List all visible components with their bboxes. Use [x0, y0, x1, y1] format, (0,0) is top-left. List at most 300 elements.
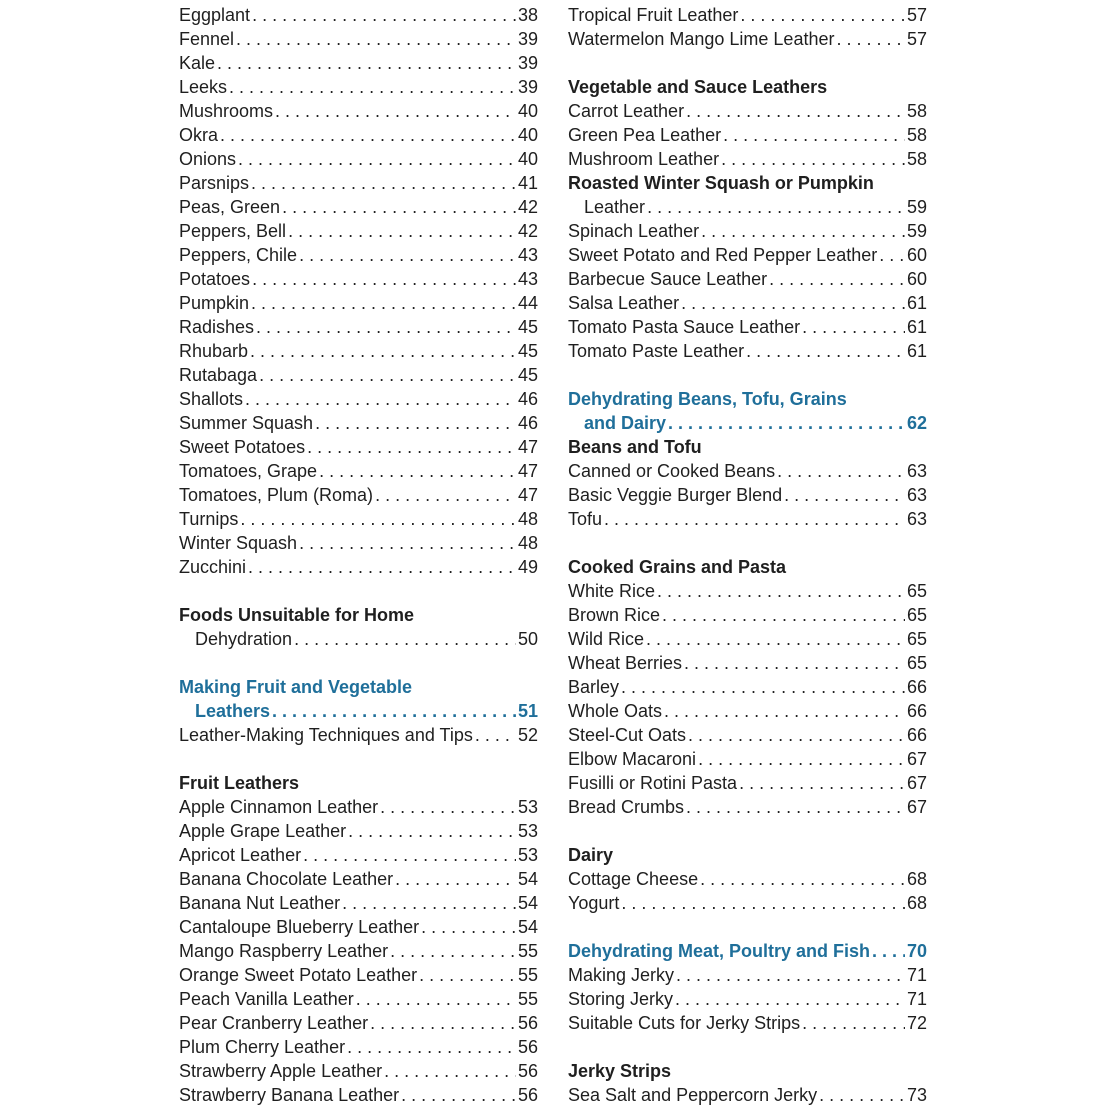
- dot-leader: [236, 27, 516, 51]
- dot-leader: [299, 243, 516, 267]
- toc-page-number: 47: [517, 485, 538, 505]
- spacer: [179, 747, 538, 771]
- toc-page-number: 60: [906, 245, 927, 265]
- toc-entry-label: Salsa Leather: [568, 293, 680, 313]
- toc-entry-label: Brown Rice: [568, 605, 661, 625]
- toc-entry-label: Okra: [179, 125, 219, 145]
- dot-leader: [872, 939, 905, 963]
- dot-leader: [282, 195, 516, 219]
- toc-entry-label: Rutabaga: [179, 365, 258, 385]
- toc-page-number: 47: [517, 437, 538, 457]
- toc-entry: [568, 723, 927, 747]
- toc-entry-label: Barbecue Sauce Leather: [568, 269, 768, 289]
- toc-page-number: 45: [517, 341, 538, 361]
- toc-entry: [568, 579, 927, 603]
- toc-entry-label: Kale: [179, 53, 216, 73]
- toc-page-number: 38: [517, 5, 538, 25]
- toc-entry: [179, 99, 538, 123]
- toc-entry: [568, 891, 927, 915]
- toc-page-number: 41: [517, 173, 538, 193]
- toc-entry: [568, 699, 927, 723]
- spacer: [568, 1035, 927, 1059]
- toc-entry: [179, 123, 538, 147]
- toc-page-number: 63: [906, 509, 927, 529]
- toc-entry-label: Tropical Fruit Leather: [568, 5, 739, 25]
- toc-entry: [568, 603, 927, 627]
- dot-leader: [675, 987, 905, 1011]
- toc-page-number: 55: [517, 989, 538, 1009]
- dot-leader: [248, 555, 516, 579]
- toc-entry-label: Watermelon Mango Lime Leather: [568, 29, 835, 49]
- dot-leader: [238, 147, 516, 171]
- toc-page-number: 52: [517, 725, 538, 745]
- toc-page-number: 63: [906, 485, 927, 505]
- toc-entry: [568, 243, 927, 267]
- dot-leader: [664, 699, 905, 723]
- toc-entry: [568, 27, 927, 51]
- toc-page-number: 39: [517, 53, 538, 73]
- toc-entry-label: Peppers, Bell: [179, 221, 287, 241]
- toc-entry-label: Leeks: [179, 77, 228, 97]
- dot-leader: [657, 579, 905, 603]
- toc-page-number: 67: [906, 749, 927, 769]
- dot-leader: [739, 771, 905, 795]
- toc-subheading: [568, 75, 927, 99]
- toc-entry-label: Leathers: [195, 701, 271, 721]
- dot-leader: [252, 3, 516, 27]
- dot-leader: [621, 891, 905, 915]
- toc-entry: [568, 291, 927, 315]
- toc-section-entry: [568, 939, 927, 963]
- toc-entry: [179, 339, 538, 363]
- toc-page-number: 53: [517, 797, 538, 817]
- dot-leader: [356, 987, 516, 1011]
- toc-entry: [179, 291, 538, 315]
- toc-entry: [568, 963, 927, 987]
- toc-page-number: 68: [906, 893, 927, 913]
- dot-leader: [723, 123, 905, 147]
- toc-entry-label: Orange Sweet Potato Leather: [179, 965, 418, 985]
- dot-leader: [395, 867, 516, 891]
- spacer: [568, 915, 927, 939]
- dot-leader: [401, 1083, 516, 1107]
- dot-leader: [256, 315, 516, 339]
- dot-leader: [676, 963, 905, 987]
- dot-leader: [647, 195, 905, 219]
- toc-entry-label: Jerky Strips: [568, 1061, 672, 1081]
- toc-entry-label: Apricot Leather: [179, 845, 302, 865]
- toc-entry-label: Vegetable and Sauce Leathers: [568, 77, 828, 97]
- toc-entry: [179, 1059, 538, 1083]
- toc-entry-label: and Dairy: [584, 413, 667, 433]
- toc-entry-label: Turnips: [179, 509, 239, 529]
- toc-page-number: 65: [906, 581, 927, 601]
- dot-leader: [421, 915, 516, 939]
- toc-entry-label: Green Pea Leather: [568, 125, 722, 145]
- toc-entry: [568, 987, 927, 1011]
- dot-leader: [777, 459, 905, 483]
- spacer: [568, 363, 927, 387]
- toc-entry-label: Roasted Winter Squash or Pumpkin: [568, 173, 874, 193]
- toc-entry-label: Mushroom Leather: [568, 149, 720, 169]
- toc-entry: [179, 387, 538, 411]
- toc-entry-label: Suitable Cuts for Jerky Strips: [568, 1013, 801, 1033]
- toc-entry: [179, 435, 538, 459]
- toc-entry: [179, 459, 538, 483]
- dot-leader: [259, 363, 516, 387]
- toc-page-number: 47: [517, 461, 538, 481]
- toc-entry-label: Cooked Grains and Pasta: [568, 557, 787, 577]
- toc-page-number: 53: [517, 845, 538, 865]
- toc-page-number: 50: [517, 629, 538, 649]
- toc-entry: [179, 531, 538, 555]
- toc-subheading: [179, 603, 538, 627]
- toc-entry: [568, 99, 927, 123]
- toc-page-number: 54: [517, 893, 538, 913]
- toc-entry-label: Basic Veggie Burger Blend: [568, 485, 783, 505]
- toc-entry-label: White Rice: [568, 581, 656, 601]
- dot-leader: [740, 3, 905, 27]
- toc-entry: [179, 843, 538, 867]
- toc-entry-label: Peas, Green: [179, 197, 281, 217]
- dot-leader: [370, 1011, 516, 1035]
- toc-page-number: 40: [517, 149, 538, 169]
- toc-entry: [179, 1035, 538, 1059]
- toc-entry-label: Wheat Berries: [568, 653, 683, 673]
- toc-page-number: 57: [906, 29, 927, 49]
- toc-entry: [568, 795, 927, 819]
- toc-page-number: 56: [517, 1085, 538, 1105]
- toc-entry-label: Tofu: [568, 509, 603, 529]
- toc-entry: [179, 219, 538, 243]
- dot-leader: [240, 507, 516, 531]
- dot-leader: [390, 939, 516, 963]
- toc-page-number: 59: [906, 221, 927, 241]
- toc-entry-label: Tomato Paste Leather: [568, 341, 745, 361]
- toc-section-entry: [179, 699, 538, 723]
- toc-entry: [568, 747, 927, 771]
- toc-page-number: 56: [517, 1037, 538, 1057]
- toc-page-number: 65: [906, 629, 927, 649]
- toc-entry-label: Winter Squash: [179, 533, 298, 553]
- dot-leader: [380, 795, 516, 819]
- dot-leader: [342, 891, 516, 915]
- dot-leader: [217, 51, 516, 75]
- toc-entry-label: Carrot Leather: [568, 101, 685, 121]
- toc-entry: [568, 1083, 927, 1107]
- toc-entry-label: Tomato Pasta Sauce Leather: [568, 317, 801, 337]
- toc-entry-label: Foods Unsuitable for Home: [179, 605, 415, 625]
- toc-entry-label: Pumpkin: [179, 293, 250, 313]
- toc-page-number: 61: [906, 341, 927, 361]
- toc-entry: [179, 555, 538, 579]
- dot-leader: [700, 867, 905, 891]
- toc-entry-label: Spinach Leather: [568, 221, 700, 241]
- toc-page-number: 49: [517, 557, 538, 577]
- toc-entry-label: Dehydrating Meat, Poultry and Fish: [568, 941, 871, 961]
- toc-entry: [568, 315, 927, 339]
- toc-entry-label: Peach Vanilla Leather: [179, 989, 354, 1009]
- toc-entry: [179, 915, 538, 939]
- toc-entry: [179, 243, 538, 267]
- toc-page-number: 60: [906, 269, 927, 289]
- toc-entry: [179, 507, 538, 531]
- toc-entry-label: Yogurt: [568, 893, 620, 913]
- toc-entry: [568, 867, 927, 891]
- toc-entry-label: Steel-Cut Oats: [568, 725, 687, 745]
- toc-left-column: [179, 3, 538, 1107]
- toc-entry-label: Summer Squash: [179, 413, 314, 433]
- toc-entry-label: Barley: [568, 677, 620, 697]
- toc-entry-label: Banana Chocolate Leather: [179, 869, 394, 889]
- toc-page-number: 58: [906, 101, 927, 121]
- spacer: [568, 531, 927, 555]
- toc-page-number: 73: [906, 1085, 927, 1105]
- toc-page-number: 71: [906, 965, 927, 985]
- dot-leader: [252, 267, 516, 291]
- dot-leader: [746, 339, 905, 363]
- dot-leader: [698, 747, 905, 771]
- toc-entry-label: Shallots: [179, 389, 244, 409]
- toc-entry-label: Mango Raspberry Leather: [179, 941, 389, 961]
- toc-page-number: 57: [906, 5, 927, 25]
- toc-entry-label: Making Fruit and Vegetable: [179, 677, 413, 697]
- toc-entry: [179, 963, 538, 987]
- toc-page-number: 65: [906, 605, 927, 625]
- dot-leader: [681, 291, 905, 315]
- toc-entry: [568, 339, 927, 363]
- toc-entry: [179, 1083, 538, 1107]
- toc-entry: [179, 267, 538, 291]
- toc-entry-label: Fruit Leathers: [179, 773, 300, 793]
- toc-entry: [568, 3, 927, 27]
- toc-entry: [179, 195, 538, 219]
- spacer: [568, 819, 927, 843]
- toc-entry: [179, 411, 538, 435]
- toc-entry-label: Strawberry Apple Leather: [179, 1061, 383, 1081]
- toc-entry-label: Beans and Tofu: [568, 437, 702, 457]
- dot-leader: [686, 795, 905, 819]
- toc-entry: [179, 627, 538, 651]
- toc-page-number: 63: [906, 461, 927, 481]
- toc-page-number: 53: [517, 821, 538, 841]
- toc-page-number: 43: [517, 269, 538, 289]
- toc-entry: [179, 27, 538, 51]
- toc-page-number: 39: [517, 29, 538, 49]
- toc-entry: [568, 627, 927, 651]
- toc-page-number: 39: [517, 77, 538, 97]
- dot-leader: [275, 99, 516, 123]
- dot-leader: [879, 243, 905, 267]
- toc-page-number: 58: [906, 125, 927, 145]
- toc-entry-label: Tomatoes, Grape: [179, 461, 318, 481]
- dot-leader: [419, 963, 516, 987]
- toc-page-number: 67: [906, 773, 927, 793]
- dot-leader: [245, 387, 516, 411]
- toc-page-number: 55: [517, 965, 538, 985]
- toc-entry-label: Apple Grape Leather: [179, 821, 347, 841]
- dot-leader: [836, 27, 905, 51]
- toc-entry: [179, 891, 538, 915]
- dot-leader: [251, 291, 516, 315]
- toc-entry-label: Leather-Making Techniques and Tips: [179, 725, 473, 745]
- toc-entry: [179, 315, 538, 339]
- toc-page-number: 46: [517, 389, 538, 409]
- toc-entry: [568, 219, 927, 243]
- toc-section-title: [568, 387, 927, 411]
- toc-entry-label: Bread Crumbs: [568, 797, 685, 817]
- toc-page-number: 72: [906, 1013, 927, 1033]
- toc-entry-label: Parsnips: [179, 173, 250, 193]
- toc-subheading: [568, 435, 927, 459]
- dot-leader: [802, 1011, 905, 1035]
- toc-section-entry: [568, 411, 927, 435]
- toc-entry-label: Elbow Macaroni: [568, 749, 697, 769]
- dot-leader: [662, 603, 905, 627]
- toc-entry: [179, 3, 538, 27]
- toc-page-number: 67: [906, 797, 927, 817]
- dot-leader: [686, 99, 905, 123]
- toc-entry: [179, 171, 538, 195]
- toc-entry-label: Storing Jerky: [568, 989, 674, 1009]
- dot-leader: [769, 267, 905, 291]
- toc-entry-label: Rhubarb: [179, 341, 249, 361]
- toc-entry-label: Potatoes: [179, 269, 251, 289]
- toc-entry: [568, 675, 927, 699]
- toc-entry: [179, 363, 538, 387]
- toc-entry: [179, 867, 538, 891]
- dot-leader: [802, 315, 905, 339]
- dot-leader: [319, 459, 516, 483]
- toc-page-number: 71: [906, 989, 927, 1009]
- toc-entry: [568, 123, 927, 147]
- toc-entry-label: Onions: [179, 149, 237, 169]
- dot-leader: [250, 339, 516, 363]
- toc-page-number: 40: [517, 101, 538, 121]
- toc-entry-label: Sweet Potato and Red Pepper Leather: [568, 245, 878, 265]
- toc-entry-label: Sea Salt and Peppercorn Jerky: [568, 1085, 818, 1105]
- toc-subheading: [568, 1059, 927, 1083]
- toc-entry: [179, 75, 538, 99]
- toc-entry: [568, 483, 927, 507]
- toc-entry-label: Whole Oats: [568, 701, 663, 721]
- dot-leader: [668, 411, 905, 435]
- toc-page-number: 56: [517, 1013, 538, 1033]
- toc-entry-label: Canned or Cooked Beans: [568, 461, 776, 481]
- toc-page-number: 55: [517, 941, 538, 961]
- dot-leader: [294, 627, 516, 651]
- toc-entry: [568, 147, 927, 171]
- toc-entry-label: Fennel: [179, 29, 235, 49]
- toc-entry-label: Peppers, Chile: [179, 245, 298, 265]
- dot-leader: [315, 411, 516, 435]
- toc-page-number: 48: [517, 533, 538, 553]
- dot-leader: [347, 1035, 516, 1059]
- dot-leader: [229, 75, 516, 99]
- toc-page-number: 54: [517, 869, 538, 889]
- toc-entry-label: Leather: [584, 197, 646, 217]
- toc-page-number: 56: [517, 1061, 538, 1081]
- toc-page-number: 42: [517, 221, 538, 241]
- toc-entry: [179, 51, 538, 75]
- toc-right-column: [568, 3, 927, 1107]
- toc-entry-label: Strawberry Banana Leather: [179, 1085, 400, 1105]
- toc-entry: [568, 1011, 927, 1035]
- toc-entry: [179, 1011, 538, 1035]
- spacer: [568, 51, 927, 75]
- dot-leader: [375, 483, 516, 507]
- toc-page-number: 44: [517, 293, 538, 313]
- toc-entry: [179, 147, 538, 171]
- spacer: [179, 651, 538, 675]
- toc-page-number: 48: [517, 509, 538, 529]
- toc-entry-label: Dairy: [568, 845, 614, 865]
- toc-page-number: 61: [906, 293, 927, 313]
- dot-leader: [475, 723, 516, 747]
- toc-entry-label: Wild Rice: [568, 629, 645, 649]
- toc-page-number: 46: [517, 413, 538, 433]
- dot-leader: [819, 1083, 905, 1107]
- toc-entry-label: Sweet Potatoes: [179, 437, 306, 457]
- toc-entry: [179, 483, 538, 507]
- dot-leader: [348, 819, 516, 843]
- toc-entry: [179, 939, 538, 963]
- toc-page-number: 54: [517, 917, 538, 937]
- toc-page-number: 61: [906, 317, 927, 337]
- toc-page-number: 59: [906, 197, 927, 217]
- toc-entry: [568, 651, 927, 675]
- dot-leader: [784, 483, 905, 507]
- toc-page-number: 43: [517, 245, 538, 265]
- toc-page-number: 45: [517, 365, 538, 385]
- dot-leader: [299, 531, 516, 555]
- dot-leader: [307, 435, 516, 459]
- toc-page-number: 70: [906, 941, 927, 961]
- toc-entry: [179, 819, 538, 843]
- toc-page-number: 65: [906, 653, 927, 673]
- toc-page-number: 58: [906, 149, 927, 169]
- toc-subheading: [568, 171, 927, 195]
- dot-leader: [251, 171, 516, 195]
- dot-leader: [701, 219, 905, 243]
- dot-leader: [604, 507, 905, 531]
- toc-entry: [179, 795, 538, 819]
- toc-subheading: [568, 555, 927, 579]
- spacer: [179, 579, 538, 603]
- toc-entry: [568, 507, 927, 531]
- toc-page-number: 62: [906, 413, 927, 433]
- toc-entry-label: Dehydrating Beans, Tofu, Grains: [568, 389, 847, 409]
- toc-page-number: 40: [517, 125, 538, 145]
- toc-entry: [179, 987, 538, 1011]
- toc-page-number: 66: [906, 725, 927, 745]
- toc-entry-label: Dehydration: [195, 629, 293, 649]
- toc-entry-label: Tomatoes, Plum (Roma): [179, 485, 374, 505]
- toc-entry: [568, 771, 927, 795]
- dot-leader: [384, 1059, 516, 1083]
- toc-subheading: [179, 771, 538, 795]
- toc-entry-label: Eggplant: [179, 5, 251, 25]
- dot-leader: [272, 699, 516, 723]
- toc-entry-label: Plum Cherry Leather: [179, 1037, 346, 1057]
- toc-entry-label: Cantaloupe Blueberry Leather: [179, 917, 420, 937]
- toc-page-number: 42: [517, 197, 538, 217]
- toc-entry: [179, 723, 538, 747]
- toc-subheading: [568, 843, 927, 867]
- toc-entry-label: Pear Cranberry Leather: [179, 1013, 369, 1033]
- dot-leader: [303, 843, 516, 867]
- toc-entry-label: Cottage Cheese: [568, 869, 699, 889]
